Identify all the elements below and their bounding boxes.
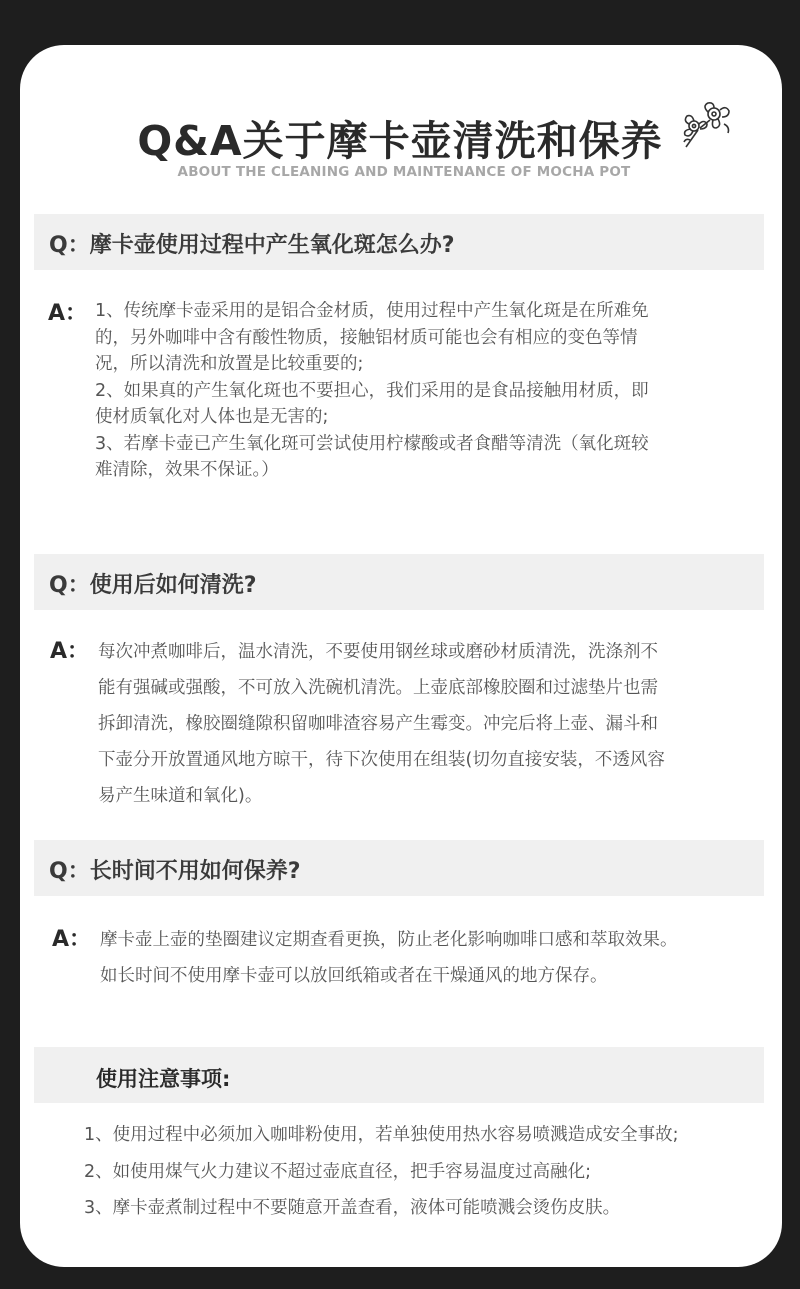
note-item: 1、使用过程中必须加入咖啡粉使用，若单独使用热水容易喷溅造成安全事故; [84, 1125, 679, 1145]
question-text: Q：长时间不用如何保养? [49, 859, 301, 884]
note-item: 2、如使用煤气火力建议不超过壶底直径，把手容易温度过高融化; [84, 1162, 592, 1182]
page-title: Q&A关于摩卡壶清洗和保养 [137, 117, 663, 165]
answer-label: A： [50, 639, 90, 664]
answer-line: 使材质氧化对人体也是无害的; [95, 407, 329, 427]
question-bar [34, 554, 764, 610]
note-item: 3、摩卡壶煮制过程中不要随意开盖查看，液体可能喷溅会烫伤皮肤。 [84, 1198, 621, 1218]
answer-line: 3、若摩卡壶已产生氧化斑可尝试使用柠檬酸或者食醋等清洗（氧化斑较 [95, 433, 649, 454]
answer-text [98, 634, 665, 814]
flower-sketch-icon [678, 100, 734, 150]
answer-label: A： [48, 301, 88, 326]
answer-line: 下壶分开放置通风地方晾干，待下次使用在组装(切勿直接安装，不透风容 [98, 750, 665, 770]
question-text: Q：使用后如何清洗? [49, 573, 257, 598]
question-bar [34, 214, 764, 270]
answer-line: 的，另外咖啡中含有酸性物质，接触铝材质可能也会有相应的变色等情 [95, 327, 638, 348]
page-subtitle: ABOUT THE CLEANING AND MAINTENANCE OF MOCHA POT [177, 164, 631, 180]
answer-line: 能有强碱或强酸，不可放入洗碗机清洗。上壶底部橡胶圈和过滤垫片也需 [98, 678, 658, 698]
answer-line: 摩卡壶上壶的垫圈建议定期查看更换，防止老化影响咖啡口感和萃取效果。 [100, 930, 678, 950]
answer-line: 况，所以清洗和放置是比较重要的; [95, 354, 364, 374]
notes-title: 使用注意事项: [96, 1067, 231, 1091]
answer-text [100, 922, 678, 994]
answer-line: 2、如果真的产生氧化斑也不要担心，我们采用的是食品接触用材质，即 [95, 380, 649, 401]
question-bar [34, 840, 764, 896]
answer-label: A： [52, 927, 92, 952]
answer-line: 1、传统摩卡壶采用的是铝合金材质，使用过程中产生氧化斑是在所难免 [95, 301, 649, 321]
answer-line: 拆卸清洗，橡胶圈缝隙积留咖啡渣容易产生霉变。冲完后将上壶、漏斗和 [98, 714, 658, 734]
answer-line: 每次冲煮咖啡后，温水清洗，不要使用钢丝球或磨砂材质清洗，洗涤剂不 [98, 642, 658, 662]
answer-line: 易产生味道和氧化)。 [98, 786, 263, 806]
answer-line: 难清除，效果不保证。） [95, 460, 279, 480]
question-text: Q：摩卡壶使用过程中产生氧化斑怎么办? [49, 233, 455, 258]
notes-bar [34, 1047, 764, 1103]
answer-line: 如长时间不使用摩卡壶可以放回纸箱或者在干燥通风的地方保存。 [100, 966, 608, 986]
answer-text [95, 298, 649, 484]
